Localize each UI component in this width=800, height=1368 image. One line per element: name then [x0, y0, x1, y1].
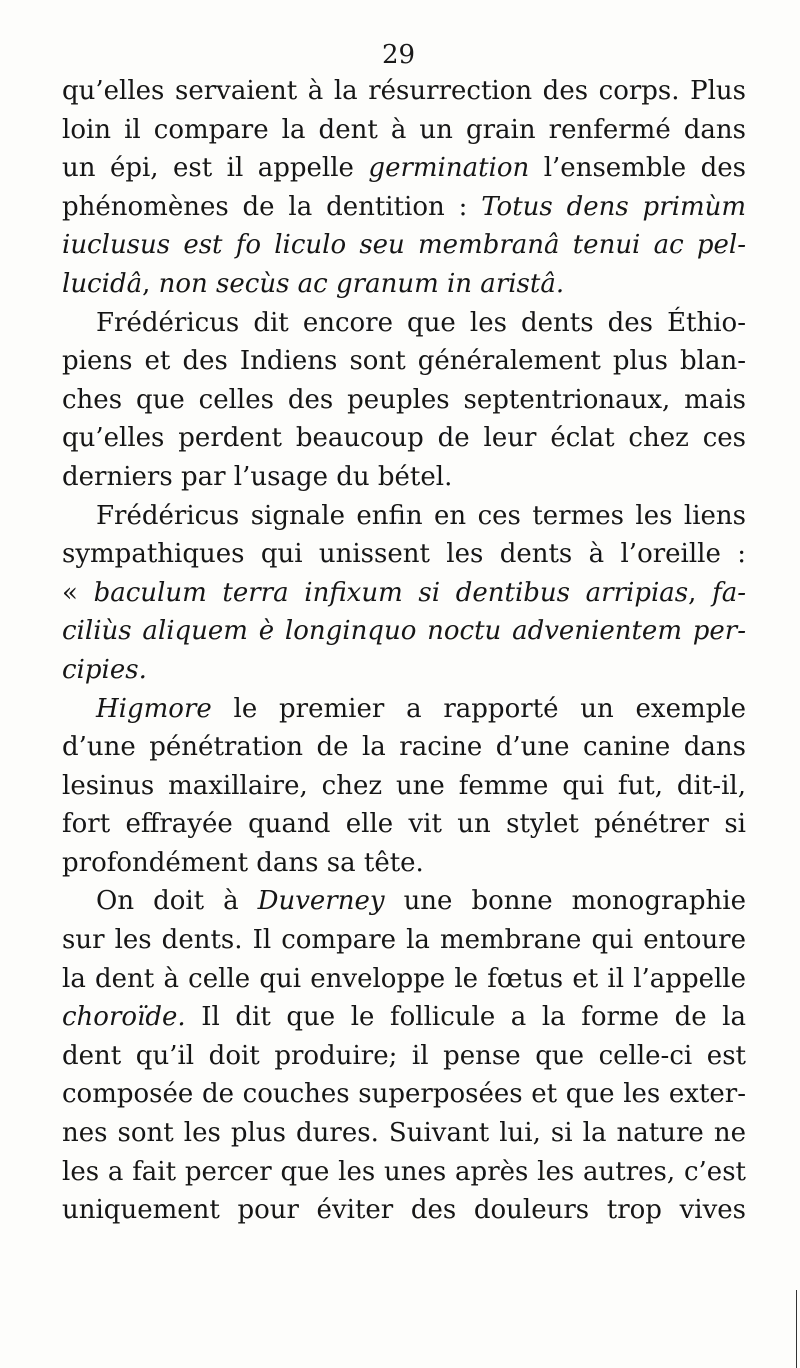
text-line	[62, 960, 746, 999]
text-line	[62, 381, 746, 420]
text-segment: uniquement pour éviter des douleurs trop vives	[62, 1195, 746, 1226]
italic-segment: iuclusus est fo liculo seu membranâ tenui ac pel-	[62, 230, 746, 261]
italic-segment: germination	[368, 153, 530, 184]
text-line	[62, 1037, 746, 1076]
text-line	[62, 844, 746, 883]
italic-segment: fa-	[712, 577, 746, 608]
text-line	[62, 1191, 746, 1230]
text-segment: ,	[688, 577, 713, 608]
text-segment: les a fait percer que les unes après les autres, c’est	[62, 1156, 746, 1187]
text-segment: ,	[142, 268, 159, 299]
text-line	[62, 342, 746, 381]
text-line	[62, 651, 746, 690]
text-segment: Frédéricus dit encore que les dents des Éthio-	[96, 307, 746, 338]
text-segment: le premier a rapporté un exemple	[211, 693, 746, 724]
text-segment: Frédéricus signale enfin en ces termes les liens	[96, 500, 746, 531]
text-segment: un épi, est il appelle	[62, 153, 369, 184]
text-segment: d’une pénétration de la racine d’une canine dans	[62, 732, 746, 763]
text-segment: qu’elles perdent beaucoup de leur éclat chez ces	[62, 423, 746, 454]
text-segment: fort effrayée quand elle vit un stylet pénétrer si	[62, 809, 746, 840]
text-line	[62, 72, 746, 111]
text-line	[62, 728, 746, 767]
text-segment: nes sont les plus dures. Suivant lui, si la nature ne	[62, 1118, 746, 1149]
text-line	[62, 497, 746, 536]
italic-segment: non secùs ac granum in aristâ.	[158, 268, 565, 299]
text-segment: «	[62, 577, 94, 608]
text-line	[62, 805, 746, 844]
italic-segment: lucidâ	[62, 268, 143, 299]
page-number: 29	[382, 40, 416, 70]
text-line	[62, 149, 746, 188]
text-line	[62, 419, 746, 458]
text-line	[62, 921, 746, 960]
text-line	[62, 882, 746, 921]
body-text	[62, 72, 746, 1230]
text-segment: loin il compare la dent à un grain renfermé dans	[62, 114, 746, 145]
italic-segment: cipies.	[62, 654, 147, 685]
text-line	[62, 304, 746, 343]
text-segment: sur les dents. Il compare la membrane qui entoure	[62, 925, 746, 956]
text-line	[62, 1153, 746, 1192]
italic-segment: choroïde.	[62, 1002, 186, 1033]
text-line	[62, 1114, 746, 1153]
text-segment: profondément dans sa tête.	[62, 847, 424, 878]
text-line	[62, 226, 746, 265]
italic-segment: ciliùs aliquem è longinquo noctu advenientem per-	[62, 616, 746, 647]
margin-mark	[796, 1290, 797, 1368]
italic-segment: Duverney	[257, 886, 385, 917]
text-segment: dent qu’il doit produire; il pense que celle-ci est	[62, 1040, 746, 1071]
text-line	[62, 535, 746, 574]
text-segment: composée de couches superposées et que les exter-	[62, 1079, 746, 1110]
italic-segment: baculum terra infixum si dentibus arripias	[93, 577, 689, 608]
text-segment: Il dit que le follicule a la forme de la	[185, 1002, 746, 1033]
text-segment: ches que celles des peuples septentrionaux, mais	[62, 384, 746, 415]
text-line	[62, 767, 746, 806]
text-segment: sympathiques qui unissent les dents à l’oreille :	[62, 539, 746, 570]
text-segment: la dent à celle qui enveloppe le fœtus et il l’appelle	[62, 963, 746, 994]
text-segment: lesinus maxillaire, chez une femme qui fut, dit-il,	[62, 770, 746, 801]
italic-segment: Higmore	[96, 693, 212, 724]
text-segment: une bonne monographie	[384, 886, 746, 917]
text-line	[62, 574, 746, 613]
text-line	[62, 612, 746, 651]
text-line	[62, 1075, 746, 1114]
text-segment: qu’elles servaient à la résurrection des corps. Plus	[62, 76, 746, 106]
text-line	[62, 998, 746, 1037]
text-segment: phénomènes de la dentition :	[62, 191, 482, 222]
text-line	[62, 188, 746, 227]
text-segment: On doit à	[96, 886, 258, 917]
text-segment: l’ensemble des	[529, 153, 747, 184]
text-line	[62, 690, 746, 729]
text-line	[62, 458, 746, 497]
text-line	[62, 265, 746, 304]
text-line	[62, 111, 746, 150]
text-segment: piens et des Indiens sont généralement plus blan-	[62, 346, 746, 377]
italic-segment: Totus dens primùm	[481, 191, 746, 222]
text-segment: derniers par l’usage du bétel.	[62, 461, 453, 492]
